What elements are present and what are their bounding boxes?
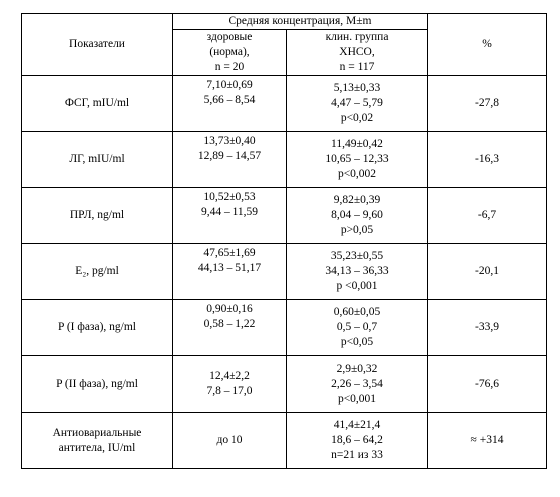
healthy-range: 7,8 – 17,0: [206, 385, 253, 397]
row-label: ФСГ, mIU/ml: [22, 76, 173, 132]
clinical-pvalue: p <0,001: [336, 280, 378, 292]
row-label: ЛГ, mIU/ml: [22, 132, 173, 188]
percent-cell: -20,1: [428, 244, 547, 300]
header-clinical: [287, 30, 428, 76]
row-label: ПРЛ, ng/ml: [22, 188, 173, 244]
row-label: P (I фаза), ng/ml: [22, 300, 173, 356]
healthy-mean: 13,73±0,40: [203, 135, 256, 147]
percent-cell: ≈ +314: [428, 413, 547, 469]
table-row: [22, 76, 547, 132]
clinical-mean: 11,49±0,42: [331, 138, 383, 150]
clinical-range: 0,5 – 0,7: [336, 321, 378, 333]
clinical-cell: [287, 244, 428, 300]
healthy-range: 44,13 – 51,17: [197, 262, 262, 274]
percent-cell: -16,3: [428, 132, 547, 188]
clinical-range: 2,26 – 3,54: [331, 377, 383, 390]
table-row: [22, 300, 547, 356]
clinical-mean: 35,23±0,55: [330, 250, 384, 262]
clinical-cell: [287, 413, 428, 469]
header-mean-concentration: Средняя концентрация, M±m: [173, 14, 428, 30]
healthy-cell: [173, 76, 287, 132]
clinical-cell: [287, 132, 428, 188]
healthy-cell: [173, 188, 287, 244]
clinical-mean: 5,13±0,33: [333, 82, 381, 94]
healthy-cell: [173, 300, 287, 356]
row-label: P (II фаза), ng/ml: [22, 356, 173, 413]
percent-cell: -27,8: [428, 76, 547, 132]
healthy-range: 5,66 – 8,54: [203, 94, 256, 106]
clinical-range: 8,04 – 9,60: [331, 209, 383, 221]
healthy-mean: 47,65±1,69: [203, 247, 256, 259]
table-row: [22, 132, 547, 188]
clinical-pvalue: p<0,002: [337, 168, 377, 180]
healthy-cell: [173, 356, 287, 413]
header-clinical-line: ХНСО,: [339, 46, 375, 58]
healthy-range: 12,89 – 14,57: [197, 150, 262, 162]
clinical-mean: 41,4±21,4: [333, 419, 381, 431]
row-label-line: антитела, IU/ml: [58, 441, 136, 454]
healthy-range: 9,44 – 11,59: [200, 206, 259, 218]
header-healthy-line: (норма),: [209, 46, 250, 58]
healthy-mean: 10,52±0,53: [203, 191, 256, 203]
header-healthy-line: n = 20: [214, 61, 245, 73]
table-row: [22, 244, 547, 300]
clinical-range: 18,6 – 64,2: [331, 434, 383, 446]
data-table: [21, 13, 547, 469]
healthy-range: 0,58 – 1,22: [203, 318, 256, 330]
clinical-pvalue: p<0,05: [340, 336, 374, 348]
header-healthy-line: здоровые: [206, 31, 253, 43]
clinical-range: 4,47 – 5,79: [331, 97, 383, 109]
header-clinical-line: n = 117: [339, 61, 375, 73]
clinical-mean: 9,82±0,39: [333, 194, 381, 206]
percent-cell: -6,7: [428, 188, 547, 244]
table-row: [22, 413, 547, 469]
row-label: [22, 413, 173, 469]
header-clinical-line: клин. группа: [325, 31, 389, 43]
table-row: [22, 188, 547, 244]
healthy-mean: 12,4±2,2: [209, 370, 250, 382]
healthy-cell: [173, 244, 287, 300]
clinical-range: 34,13 – 36,33: [325, 265, 389, 277]
table-row: [22, 356, 547, 413]
healthy-cell: до 10: [173, 413, 287, 469]
clinical-pvalue: p<0,02: [340, 112, 374, 124]
clinical-cell: [287, 300, 428, 356]
header-healthy: [173, 30, 287, 76]
row-label-line: Антиовариальные: [52, 426, 142, 439]
healthy-mean: 7,10±0,69: [206, 79, 253, 91]
healthy-mean: 0,90±0,16: [206, 303, 253, 315]
clinical-count: n=21 из 33: [331, 449, 383, 461]
clinical-mean: 2,9±0,32: [336, 362, 378, 375]
clinical-range: 10,65 – 12,33: [325, 153, 389, 165]
healthy-cell: [173, 132, 287, 188]
clinical-pvalue: p>0,05: [340, 224, 374, 236]
clinical-cell: [287, 188, 428, 244]
percent-cell: -76,6: [428, 356, 547, 413]
clinical-mean: 0,60±0,05: [333, 306, 381, 318]
header-indicators: Показатели: [22, 14, 173, 76]
header-percent: %: [428, 14, 547, 76]
clinical-cell: [287, 356, 428, 413]
row-label: E₂, pg/ml: [22, 244, 173, 300]
clinical-cell: [287, 76, 428, 132]
clinical-pvalue: p<0,001: [337, 392, 377, 405]
percent-cell: -33,9: [428, 300, 547, 356]
